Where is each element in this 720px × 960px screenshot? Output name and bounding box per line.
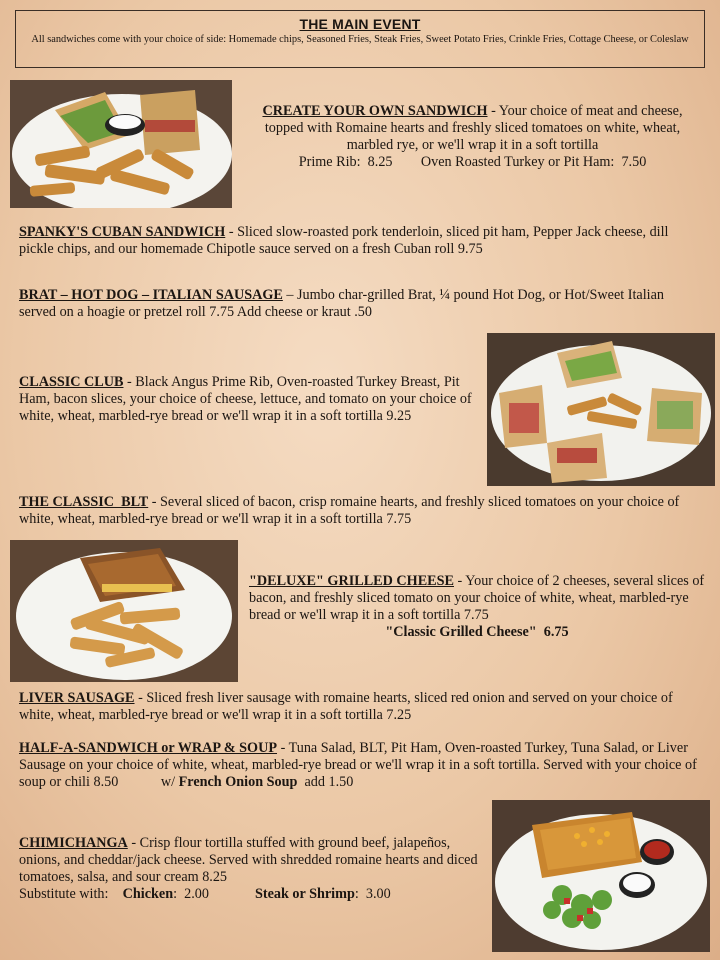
substitute-prefix: Substitute with: (19, 886, 123, 902)
section-title: THE MAIN EVENT (299, 16, 421, 32)
photo-sandwich-fries (10, 80, 232, 208)
menu-item-half-sandwich-soup (19, 740, 704, 791)
item-name: CREATE YOUR OWN SANDWICH (262, 103, 488, 119)
item-description: – Jumbo char-grilled Brat, ¼ pound Hot Dog, or Hot/Sweet Italian served on a hoagie or pretzel roll 7.75 Add cheese or kraut .50 (19, 287, 664, 320)
item-description: - Your choice of meat and cheese, topped with Romaine hearts and freshly sliced tomatoes on white, wheat, marbled rye, or we'll wrap it in a soft tortilla (264, 103, 683, 153)
substitute-chicken-price: : 2.00 (173, 886, 209, 902)
item-name: CLASSIC CLUB (19, 374, 124, 390)
menu-item-chimichanga (19, 835, 484, 903)
section-header (15, 10, 705, 68)
substitute-steak-label: Steak or Shrimp (254, 886, 355, 902)
item-description: - Sliced slow-roasted pork tenderloin, sliced pit ham, Pepper Jack cheese, dill pickle chips, and our homemade Chipotle sauce served on a fresh Cuban roll 9.75 (19, 224, 669, 257)
item-description: - Black Angus Prime Rib, Oven-roasted Turkey Breast, Pit Ham, bacon slices, your choice of cheese, lettuce, and tomato on your choice of white, wheat, marbled-rye bread or we'll wrap it in a soft tortilla 9.25 (19, 374, 472, 424)
item-name: THE CLASSIC BLT (19, 494, 149, 510)
menu-item-cuban (19, 224, 704, 258)
classic-grilled-cheese-label: "Classic Grilled Cheese" (385, 624, 537, 640)
item-name: HALF-A-SANDWICH or WRAP & SOUP (19, 740, 278, 756)
menu-item-deluxe-grilled-cheese (249, 573, 705, 641)
item-description: - Your choice of 2 cheeses, several slices of bacon, and freshly sliced tomato on your choice of white, wheat, marbled-rye bread or we'll wrap it in a soft tortilla 7.75 (249, 573, 705, 623)
menu-item-create-your-own (250, 103, 695, 171)
onion-soup-price: add 1.50 (297, 774, 354, 790)
menu-item-classic-club (19, 374, 481, 425)
item-description: - Sliced fresh liver sausage with romaine hearts, sliced red onion and served on your choice of white, wheat, marbled-rye bread or we'll wrap it in a soft tortilla 7.25 (19, 690, 673, 723)
photo-club-sandwich (487, 333, 715, 486)
photo-grilled-cheese (10, 540, 238, 682)
item-name: BRAT – HOT DOG – ITALIAN SAUSAGE (19, 287, 283, 303)
item-name: LIVER SAUSAGE (19, 690, 135, 706)
onion-soup-label: French Onion Soup (178, 774, 298, 790)
section-subtitle: All sandwiches come with your choice of side: Homemade chips, Seasoned Fries, Steak Fries, Sweet Potato Fries, Crinkle Fries, Cottage Cheese, or Coleslaw (31, 34, 689, 45)
item-name: "DELUXE" GRILLED CHEESE (249, 573, 454, 589)
item-name: CHIMICHANGA (19, 835, 128, 851)
item-name: SPANKY'S CUBAN SANDWICH (19, 224, 226, 240)
item-description: - Crisp flour tortilla stuffed with ground beef, jalapeños, onions, and cheddar/jack cheese. Served with shredded romaine hearts and diced tomatoes, salsa, and sour cream 8.25 (19, 835, 478, 885)
item-description: - Several sliced of bacon, crisp romaine hearts, and freshly sliced tomatoes on your choice of white, wheat, marbled-rye bread or we'll wrap it in a soft tortilla 7.75 (19, 494, 680, 527)
menu-item-classic-blt (19, 494, 704, 528)
menu-item-brat (19, 287, 679, 321)
item-description: - Tuna Salad, BLT, Pit Ham, Oven-roasted Turkey, Tuna Salad, or Liver Sausage on your choice of white, wheat, marbled-rye bread or we'll wrap it in a soft tortilla. Served with your choice of soup or chili 8.50 (19, 740, 697, 790)
onion-soup-prefix: w/ (118, 774, 179, 790)
classic-grilled-cheese-line (249, 624, 705, 641)
item-price-line: Prime Rib: 8.25 Oven Roasted Turkey or Pit Ham: 7.50 (298, 154, 647, 170)
classic-grilled-cheese-price: 6.75 (536, 624, 569, 640)
substitute-steak-price: : 3.00 (354, 886, 391, 902)
menu-item-liver-sausage (19, 690, 704, 724)
substitute-chicken-label: Chicken (122, 886, 174, 902)
photo-chimichanga (492, 800, 710, 952)
